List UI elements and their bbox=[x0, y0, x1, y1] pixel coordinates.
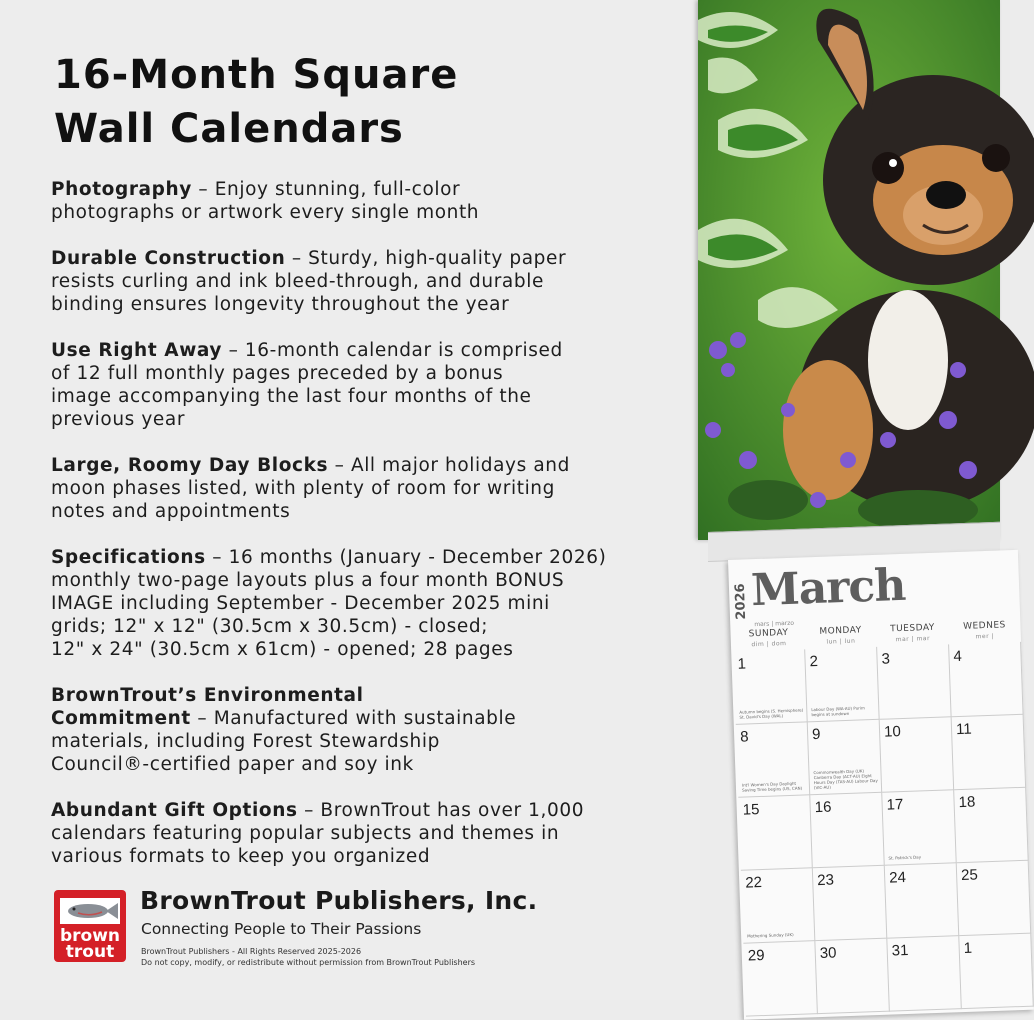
calendar-day-number: 16 bbox=[814, 798, 832, 817]
dow-header: WEDNES mer | bbox=[962, 620, 1006, 641]
calendar-day-cell bbox=[877, 644, 952, 719]
feature-heading: Large, Roomy Day Blocks bbox=[51, 455, 329, 476]
calendar-day-number: 22 bbox=[744, 874, 763, 892]
feature-heading: Durable Construction bbox=[51, 248, 286, 269]
feature-heading: BrownTrout’s Environmental bbox=[51, 685, 364, 706]
calendar-day-number: 30 bbox=[819, 944, 837, 963]
calendar-month: March bbox=[750, 559, 907, 617]
dow-header: SUNDAY dim | dom bbox=[748, 627, 789, 649]
calendar-day-cell bbox=[882, 790, 957, 865]
calendar-photo-page bbox=[698, 0, 1000, 540]
calendar-day-number: 18 bbox=[958, 793, 976, 812]
calendar-day-number: 29 bbox=[747, 946, 765, 965]
calendar-day-cell bbox=[743, 941, 818, 1016]
page-title: 16-Month Square Wall Calendars bbox=[54, 52, 459, 152]
logo-text: trout bbox=[65, 942, 115, 962]
calendar-day-number: 23 bbox=[816, 871, 835, 890]
calendar-day-number: 24 bbox=[888, 868, 907, 887]
calendar-day-note: Mothering Sunday (UK) bbox=[747, 931, 794, 939]
feature-durable-construction: Durable Construction – Sturdy, high-quality paper resists curling and ink bleed-through, and durable binding ensures longevity throughout the year bbox=[51, 248, 567, 315]
calendar-day-cell bbox=[741, 868, 816, 943]
calendar-day-cell bbox=[957, 861, 1032, 936]
calendar-day-number: 4 bbox=[953, 647, 963, 666]
feature-heading: Photography bbox=[51, 179, 192, 200]
feature-gift-options: Abundant Gift Options – BrownTrout has over 1,000 calendars featuring popular subjects and themes in various formats to keep you organized bbox=[51, 800, 585, 867]
feature-photography: Photography – Enjoy stunning, full-color photographs or artwork every single month bbox=[51, 179, 480, 223]
feature-day-blocks: Large, Roomy Day Blocks – All major holidays and moon phases listed, with plenty of room for writing notes and appointments bbox=[51, 455, 570, 522]
trout-icon bbox=[60, 898, 120, 924]
calendar-day-note: Labour Day (WA-AU) Purim begins at sundown bbox=[811, 705, 865, 718]
calendar-day-cell bbox=[738, 795, 813, 870]
feature-specifications: Specifications – 16 months (January - December 2026) monthly two-page layouts plus a four month BONUS IMAGE including September - December 2025 mini grids; 12" x 12" (30.5cm x 30.5cm) - closed; 12" x 24" (30.5cm x 61cm) - opened; 28 pages bbox=[51, 547, 607, 660]
calendar-day-cell bbox=[815, 939, 890, 1014]
calendar-day-cell bbox=[949, 642, 1024, 717]
calendar-day-cell bbox=[808, 720, 883, 795]
calendar-day-number: 9 bbox=[811, 725, 821, 744]
calendar-day-cell bbox=[813, 866, 888, 941]
calendar-month-translations: mars | marzo bbox=[754, 619, 795, 629]
feature-heading: Specifications bbox=[51, 547, 206, 568]
calendar-day-cell bbox=[805, 647, 880, 722]
browntrout-logo bbox=[54, 890, 126, 962]
calendar-day-note: Autumn begins (S. Hemisphere) St. David's Day (WAL) bbox=[739, 707, 804, 720]
calendar-day-note: Int'l Women's Day Daylight Saving Time begins (US, CAN) bbox=[741, 780, 803, 793]
calendar-day-number: 10 bbox=[883, 723, 902, 741]
calendar-day-number: 2 bbox=[809, 652, 819, 671]
dow-header: MONDAY lun | lun bbox=[819, 625, 862, 646]
calendar-day-number: 31 bbox=[891, 941, 909, 960]
feature-heading: Abundant Gift Options bbox=[51, 800, 298, 821]
feature-heading: Commitment bbox=[51, 708, 191, 729]
calendar-day-number: 1 bbox=[963, 939, 973, 958]
calendar-day-cell bbox=[954, 788, 1029, 863]
dow-header: TUESDAY mar | mar bbox=[889, 622, 936, 644]
publisher-tagline: Connecting People to Their Passions bbox=[141, 920, 422, 938]
calendar-day-cell bbox=[810, 793, 885, 868]
calendar-day-number: 15 bbox=[742, 801, 760, 819]
calendar-day-cell bbox=[736, 722, 811, 797]
feature-environmental: BrownTrout’s Environmental Commitment – Manufactured with sustainable materials, including Forest Stewardship Council®-certified paper and soy ink bbox=[51, 685, 517, 775]
calendar-day-number: 3 bbox=[881, 650, 891, 668]
calendar-day-cell bbox=[959, 934, 1034, 1009]
calendar-day-note: St. Patrick's Day bbox=[888, 854, 922, 861]
calendar-day-number: 25 bbox=[960, 866, 979, 885]
feature-heading: Use Right Away bbox=[51, 340, 223, 361]
legal-notice: BrownTrout Publishers - All Rights Reserved 2025-2026 Do not copy, modify, or redistribute without permission from BrownTrout Publishers bbox=[141, 947, 476, 967]
calendar-day-cell bbox=[880, 717, 955, 792]
calendar-day-cell bbox=[887, 936, 962, 1011]
publisher-name: BrownTrout Publishers, Inc. bbox=[140, 886, 538, 915]
calendar-day-cell bbox=[733, 649, 808, 724]
calendar-year: 2026 bbox=[732, 583, 750, 620]
calendar-day-number: 8 bbox=[739, 728, 749, 746]
feature-list bbox=[51, 178, 681, 891]
calendar-day-number: 17 bbox=[886, 796, 904, 814]
calendar-day-number: 1 bbox=[737, 655, 747, 673]
logo-text: brown bbox=[59, 926, 121, 946]
calendar-day-number: 11 bbox=[955, 720, 972, 739]
feature-use-right-away: Use Right Away – 16-month calendar is comprised of 12 full monthly pages preceded by a bonus image accompanying the last four months of the previous year bbox=[51, 340, 563, 430]
calendar-grid-page bbox=[728, 550, 1034, 1020]
calendar-day-cell bbox=[952, 715, 1027, 790]
chihuahua-photo bbox=[698, 0, 1000, 540]
calendar-day-note: Commonwealth Day (UK) Canberra Day (ACT-AU) Eight Hours Day (TAS-AU) Labour Day (VIC-AU) bbox=[813, 768, 878, 791]
calendar-day-cell bbox=[885, 863, 960, 938]
